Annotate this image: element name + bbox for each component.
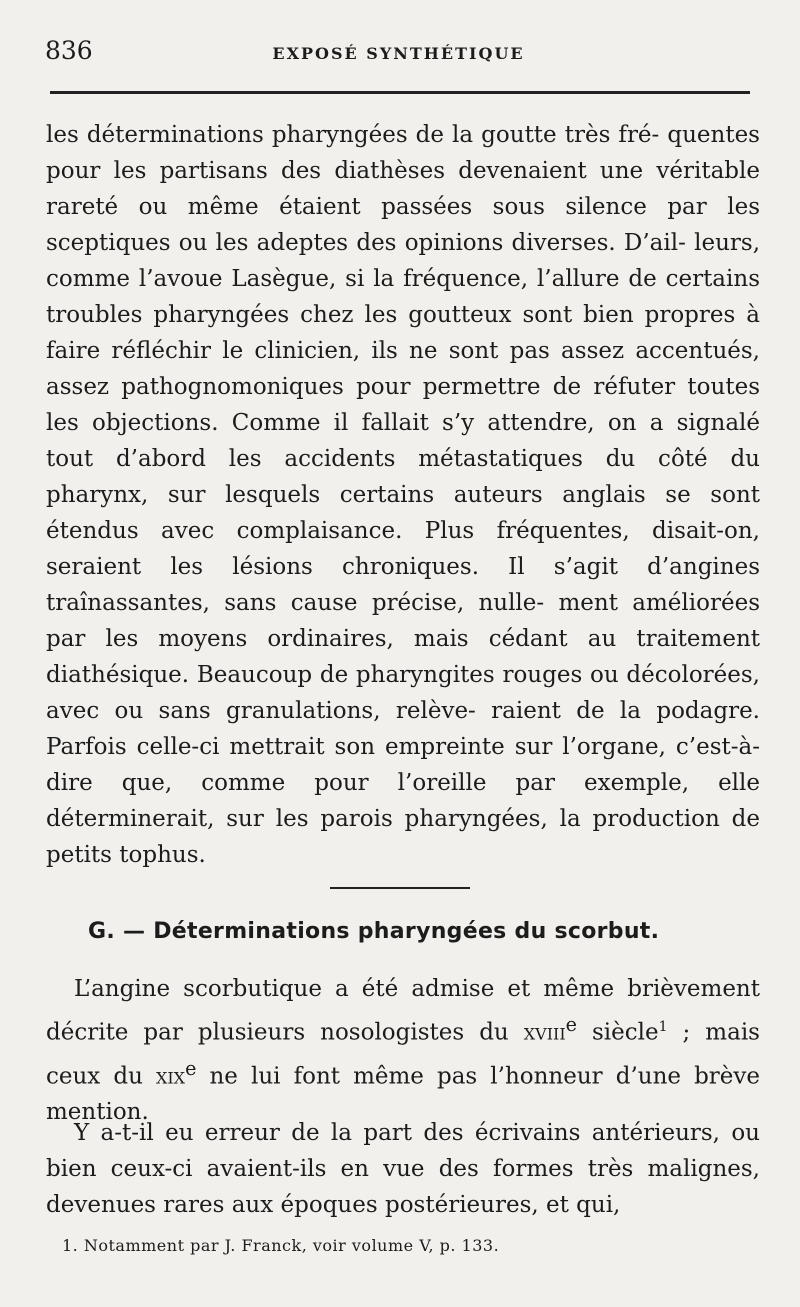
section-heading: G. — Déterminations pharyngées du scorbut. [88, 919, 660, 944]
century-18-suffix: e [565, 1013, 577, 1036]
running-head [45, 36, 752, 70]
footnote-reference[interactable]: 1 [658, 1019, 668, 1035]
paragraph-scurvy-intro [46, 971, 760, 1130]
paragraph-scurvy-question: Y a-t-il eu erreur de la part des écrivains antérieurs, ou bien ceux-ci avaient-ils en vue des formes très malignes, devenues rares aux époques postérieures, et qui, [46, 1120, 760, 1218]
running-title: EXPOSÉ SYNTHÉTIQUE [272, 44, 525, 63]
header-rule [50, 91, 750, 94]
century-18: xviii [523, 1019, 566, 1046]
paragraph-gout: les déterminations pharyngées de la goutte très fré- quentes pour les partisans des diathèses devenaient une véritable rareté ou même étaient passées sous silence par les sceptiques ou les adeptes des opinions diverses. D’ail- leurs, comme l’avoue Lasègue, si la fréquence, l’allure de certains troubles pharyngées chez les goutteux sont bien propres à faire réfléchir le clinicien, ils ne sont pas assez accentués, assez pathognomoniques pour permettre de réfuter toutes les objections. Comme il fallait s’y attendre, on a signalé tout d’abord les accidents métastatiques du côté du pharynx, sur lesquels certains auteurs anglais se sont étendus avec complaisance. Plus fréquentes, disait-on, seraient les lésions chroniques. Il s’agit d’angines traînassantes, sans cause précise, nulle- ment améliorées par les moyens ordinaires, mais cédant au traitement diathésique. Beaucoup de pharyngites rouges ou décolorées, avec ou sans granulations, relève- raient de la podagre. Parfois celle-ci mettrait son empreinte sur l’organe, c’est-à-dire que, comme pour l’oreille par exemple, elle déterminerait, sur les parois pharyngées, la production de petits tophus. [46, 122, 760, 868]
page-number: 836 [45, 36, 93, 65]
footnote: 1. Notamment par J. Franck, voir volume V, p. 133. [62, 1236, 500, 1255]
paragraph-scurvy-text-3: ; mais ceux du [46, 1019, 760, 1090]
section-separator [330, 887, 470, 889]
century-19: xix [155, 1063, 186, 1090]
paragraph-scurvy-text-1: L’angine scorbutique a été admise et même brièvement décrite par plusieurs nosologistes du [46, 976, 760, 1046]
century-19-suffix: e [185, 1056, 197, 1080]
paragraph-scurvy-text-4: ne lui font même pas l’honneur d’une brève mention. [46, 1063, 761, 1126]
paragraph-scurvy-text-2: siècle [577, 1019, 659, 1046]
